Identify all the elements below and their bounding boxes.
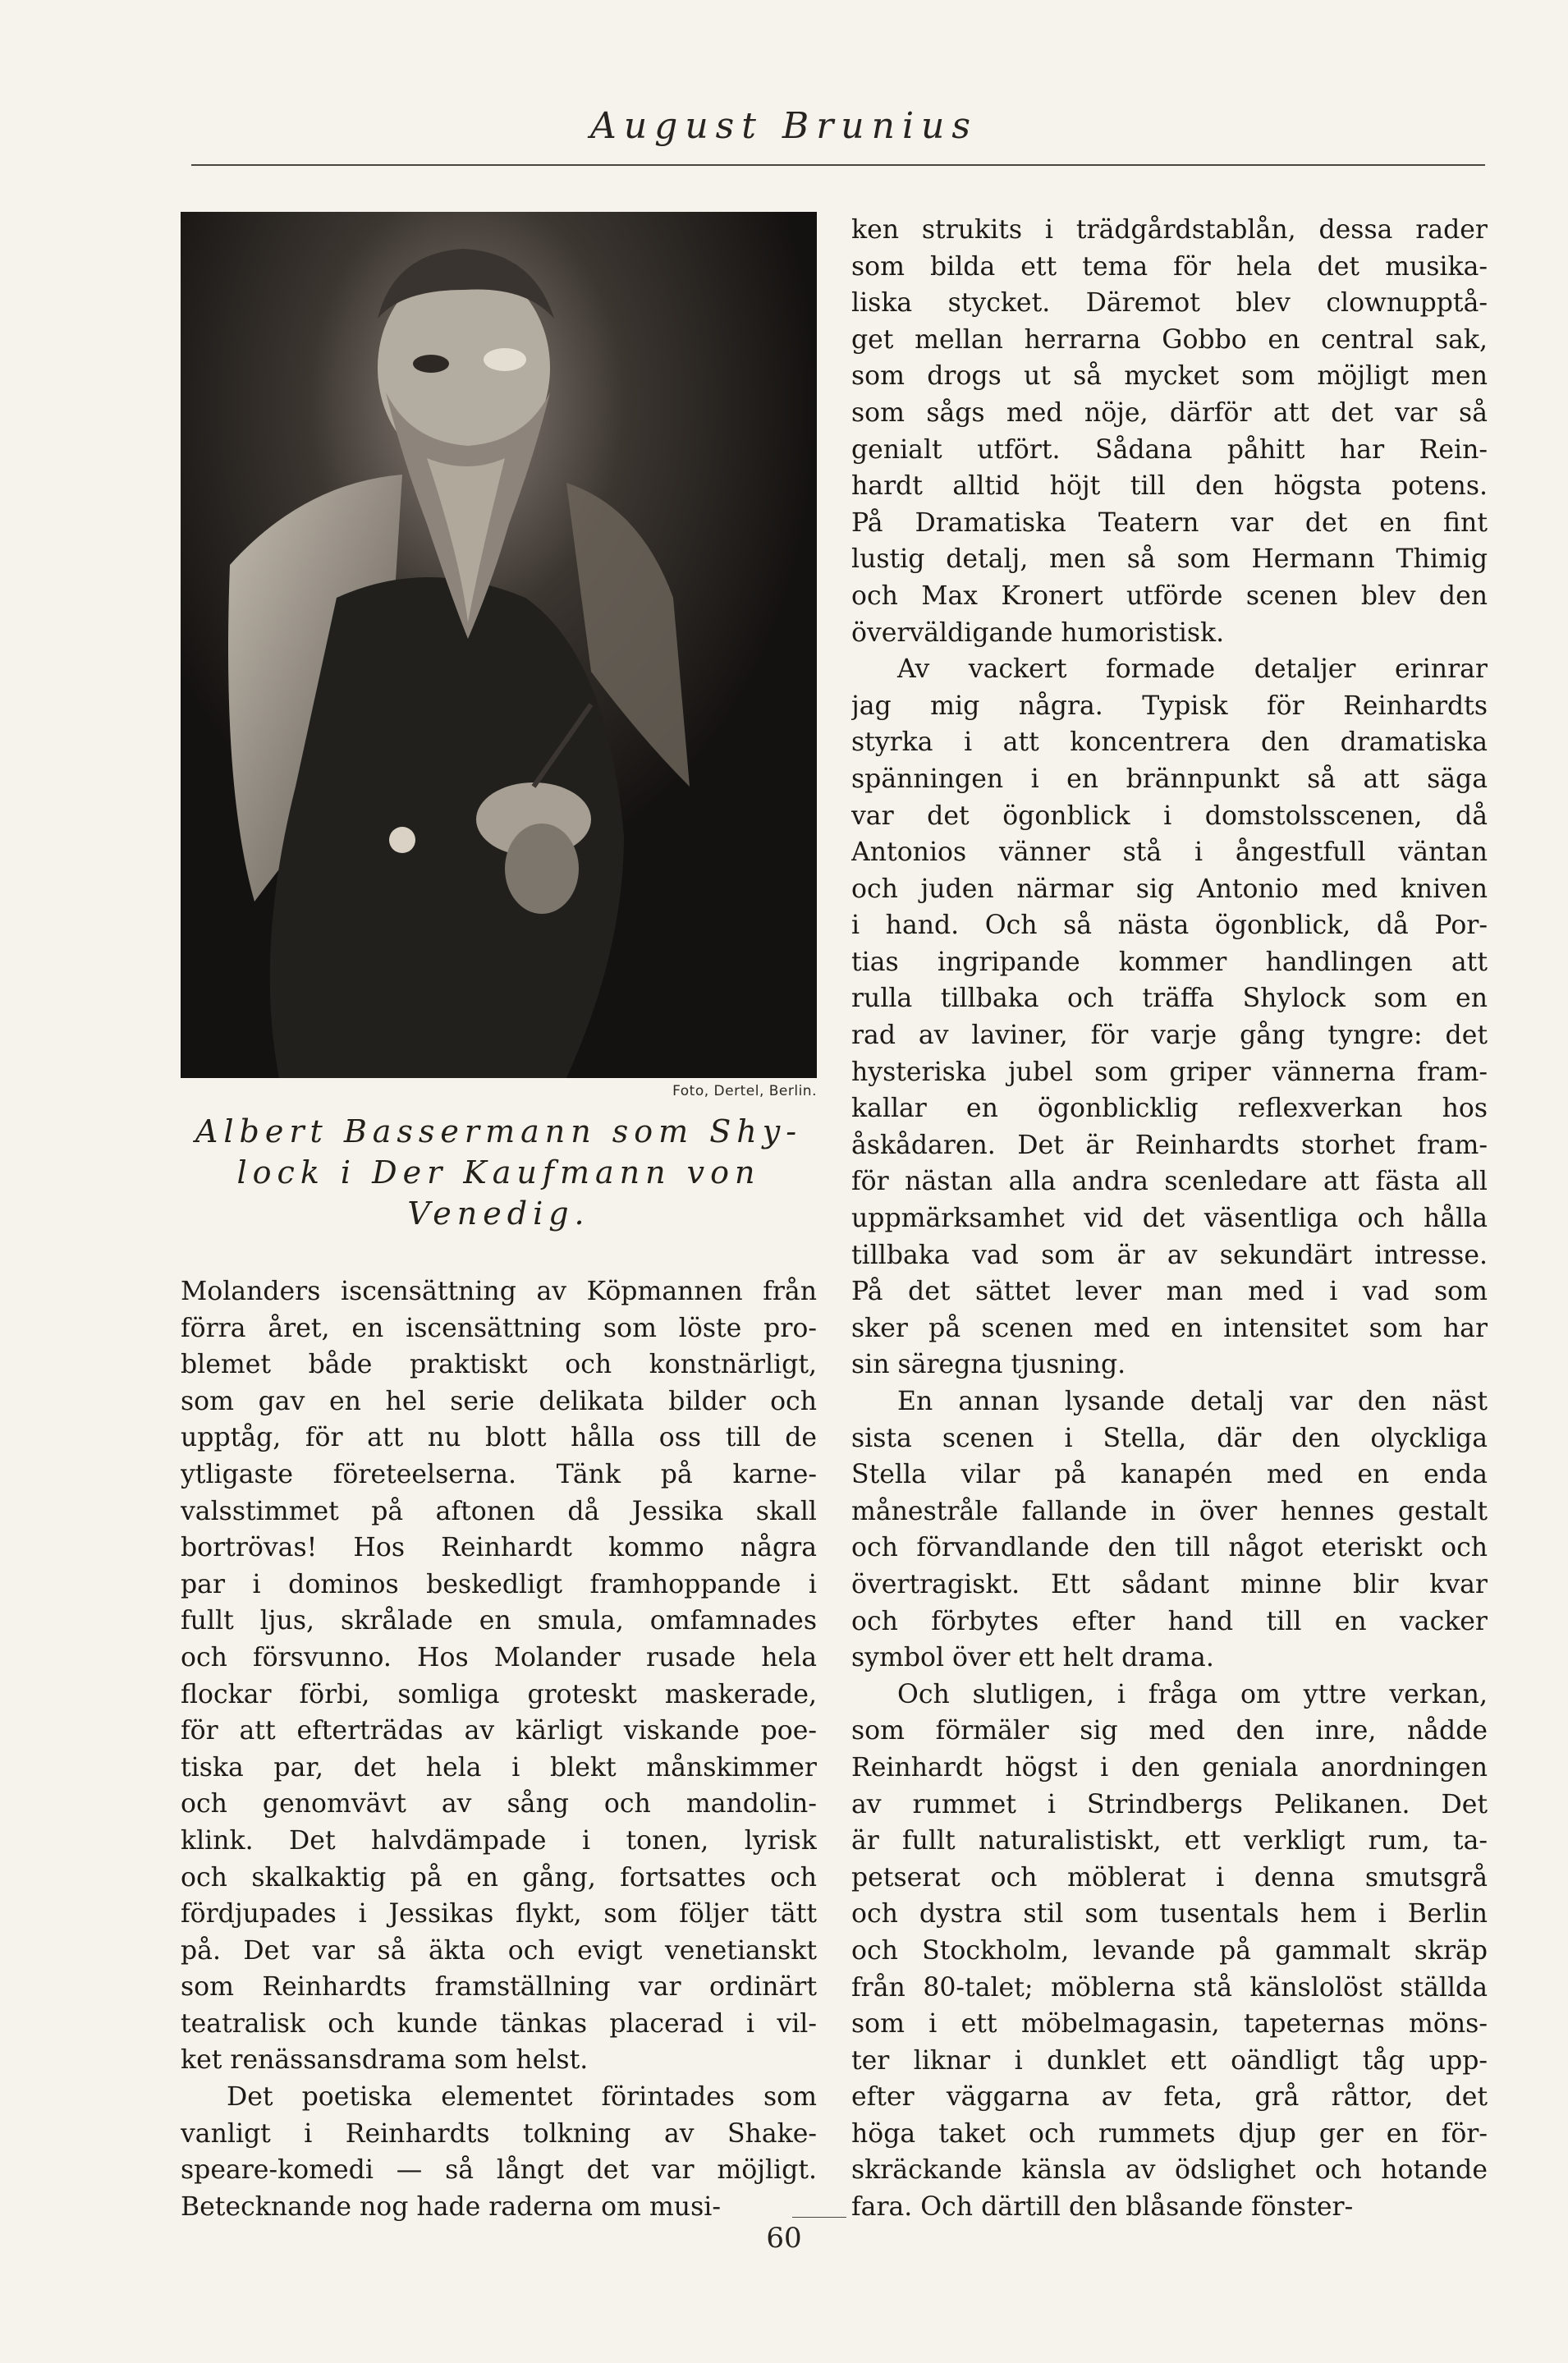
text-line: teatralisk och kunde tänkas placerad i vil- — [181, 2008, 817, 2039]
text-line: petserat och möblerat i denna smutsgrå — [851, 1862, 1488, 1893]
running-title: August Brunius — [590, 105, 978, 147]
text-line: förra året, en iscensättning som löste pro- — [181, 1313, 817, 1343]
header-rule — [191, 164, 1485, 166]
text-line: som sågs med nöje, därför att det var så — [851, 397, 1488, 428]
text-line: vanligt i Reinhardts tolkning av Shake- — [181, 2118, 817, 2149]
text-line: tiska par, det hela i blekt månskimmer — [181, 1752, 817, 1783]
text-line: En annan lysande detalj var den näst — [897, 1387, 1488, 1416]
text-line: På det sättet lever man med i vad som — [851, 1277, 1488, 1307]
text-line: uppmärksamhet vid det väsentliga och hålla — [851, 1204, 1488, 1234]
text-line: liska stycket. Däremot blev clownupptå- — [851, 288, 1488, 319]
text-line: Av vackert formade detaljer erinrar — [897, 654, 1488, 685]
text-line: som förmäler sig med den inre, nådde — [851, 1716, 1488, 1746]
text-line: bortrövas! Hos Reinhardt kommo några — [181, 1533, 817, 1563]
text-line: och skalkaktig på en gång, fortsattes och — [181, 1862, 817, 1893]
text-line: och dystra stil som tusentals hem i Berlin — [851, 1899, 1488, 1929]
text-line: Reinhardt högst i den geniala anordningen — [851, 1752, 1488, 1783]
text-line: par i dominos beskedligt framhoppande i — [181, 1569, 817, 1599]
text-line: jag mig några. Typisk för Reinhardts — [851, 691, 1488, 721]
text-line: och förbytes efter hand till en vacker — [851, 1606, 1488, 1636]
text-line: av rummet i Strindbergs Pelikanen. Det — [851, 1789, 1488, 1819]
text-line: klink. Det halvdämpade i tonen, lyrisk — [181, 1825, 817, 1856]
text-line: som drogs ut så mycket som möjligt men — [851, 361, 1488, 392]
text-line: spänningen i en brännpunkt så att säga — [851, 764, 1488, 794]
text-line: för att efterträdas av kärligt viskande poe- — [181, 1716, 817, 1746]
text-line: fördjupades i Jessikas flykt, som följer tätt — [181, 1899, 817, 1929]
text-line: Det poetiska elementet förintades som — [227, 2082, 817, 2113]
text-line: valsstimmet på aftonen då Jessika skall — [181, 1496, 817, 1526]
text-line: var det ögonblick i domstolsscenen, då — [851, 801, 1488, 831]
text-line: tias ingripande kommer handlingen att — [851, 947, 1488, 977]
text-line: som bilda ett tema för hela det musika- — [851, 251, 1488, 282]
text-line: är fullt naturalistiskt, ett verkligt rum, ta- — [851, 1826, 1488, 1856]
text-line: hardt alltid höjt till den högsta potens. — [851, 471, 1488, 502]
text-line: upptåg, för att nu blott hålla oss till de — [181, 1423, 817, 1453]
caption-line: Albert Bassermann som Shy- — [195, 1113, 803, 1149]
text-line: skräckande känsla av ödslighet och hotande — [851, 2155, 1488, 2186]
text-line: från 80-talet; möblerna stå känslolöst ställda — [851, 1972, 1488, 2003]
text-line: Och slutligen, i fråga om yttre verkan, — [897, 1679, 1488, 1709]
text-line: lustig detalj, men så som Hermann Thimig — [851, 544, 1488, 575]
photo-credit: Foto, Dertel, Berlin. — [672, 1083, 817, 1099]
text-line: höga taket och rummets djup ger en för- — [851, 2118, 1488, 2149]
text-line: månestråle fallande in över hennes gestalt — [851, 1496, 1488, 1526]
text-line: åskådaren. Det är Reinhardts storhet fram- — [851, 1130, 1488, 1160]
text-line: hysteriska jubel som griper vännerna fram- — [851, 1057, 1488, 1087]
right-column — [851, 212, 1488, 2226]
figure-caption — [181, 1111, 817, 1234]
caption-line: Venedig. — [407, 1195, 590, 1232]
text-line: tillbaka vad som är av sekundärt intresse. — [851, 1240, 1488, 1270]
text-line: på. Det var så äkta och evigt venetianskt — [181, 1935, 817, 1966]
text-line: ter liknar i dunklet ett oändligt tåg upp- — [851, 2045, 1488, 2076]
text-line: och förvandlande den till något eteriskt och — [851, 1533, 1488, 1563]
left-column-text — [181, 1273, 817, 2225]
text-line: som i ett möbelmagasin, tapeternas möns- — [851, 2009, 1488, 2040]
text-line: Molanders iscensättning av Köpmannen från — [181, 1277, 817, 1306]
figure — [181, 212, 817, 1234]
left-column — [181, 212, 817, 2225]
right-column-text — [851, 212, 1488, 2226]
text-line: och försvunno. Hos Molander rusade hela — [181, 1642, 817, 1672]
text-line: och juden närmar sig Antonio med kniven — [851, 874, 1488, 904]
text-line: sista scenen i Stella, där den olyckliga — [851, 1423, 1488, 1453]
text-line: som Reinhardts framställning var ordinärt — [181, 1972, 817, 2003]
text-line: kallar en ögonblicklig reflexverkan hos — [851, 1094, 1488, 1124]
text-line: efter väggarna av feta, grå råttor, det — [851, 2082, 1488, 2113]
caption-line: lock i Der Kaufmann von — [236, 1154, 761, 1191]
text-line: rulla tillbaka och träffa Shylock som en — [851, 984, 1488, 1014]
text-line: genialt utfört. Sådana påhitt har Rein- — [851, 434, 1488, 465]
text-line: och genomvävt av sång och mandolin- — [181, 1789, 817, 1819]
text-line: get mellan herrarna Gobbo en central sak, — [851, 324, 1488, 355]
text-line: sin säregna tjusning. — [851, 1350, 1126, 1380]
text-line: Stella vilar på kanapén med en enda — [851, 1460, 1488, 1490]
text-line: överväldigande humoristisk. — [851, 617, 1225, 648]
text-line: På Dramatiska Teatern var det en fint — [851, 507, 1488, 538]
text-line: Betecknande nog hade raderna om musi- — [181, 2191, 721, 2222]
text-line: och Max Kronert utförde scenen blev den — [851, 580, 1488, 611]
text-line: speare-komedi — så långt det var möjligt. — [181, 2155, 817, 2186]
text-line: övertragiskt. Ett sådant minne blir kvar — [851, 1569, 1488, 1599]
text-line: rad av laviner, för varje gång tyngre: det — [851, 1021, 1488, 1051]
text-line: symbol över ett helt drama. — [851, 1643, 1214, 1673]
text-line: styrka i att koncentrera den dramatiska — [851, 727, 1488, 758]
text-line: som gav en hel serie delikata bilder och — [181, 1386, 817, 1416]
text-line: för nästan alla andra scenledare att fästa all — [851, 1167, 1488, 1197]
text-line: i hand. Och så nästa ögonblick, då Por- — [851, 911, 1488, 941]
text-line: fara. Och därtill den blåsande fönster- — [851, 2192, 1354, 2223]
text-line: ken strukits i trädgårdstablån, dessa rader — [851, 215, 1488, 245]
text-line: sker på scenen med en intensitet som har — [851, 1313, 1488, 1343]
text-line: ytligaste företeelserna. Tänk på karne- — [181, 1459, 817, 1489]
text-line: fullt ljus, skrålade en smula, omfamnades — [181, 1606, 817, 1636]
folio-rule — [792, 2217, 846, 2218]
text-line: Antonios vänner stå i ångestfull väntan — [851, 837, 1488, 868]
portrait-photo — [181, 212, 817, 1078]
text-line: och Stockholm, levande på gammalt skräp — [851, 1935, 1488, 1966]
text-line: blemet både praktiskt och konstnärligt, — [181, 1350, 817, 1380]
text-line: ket renässansdrama som helst. — [181, 2045, 589, 2076]
text-line: flockar förbi, somliga groteskt maskerade, — [181, 1679, 817, 1709]
page-number: 60 — [766, 2222, 802, 2255]
